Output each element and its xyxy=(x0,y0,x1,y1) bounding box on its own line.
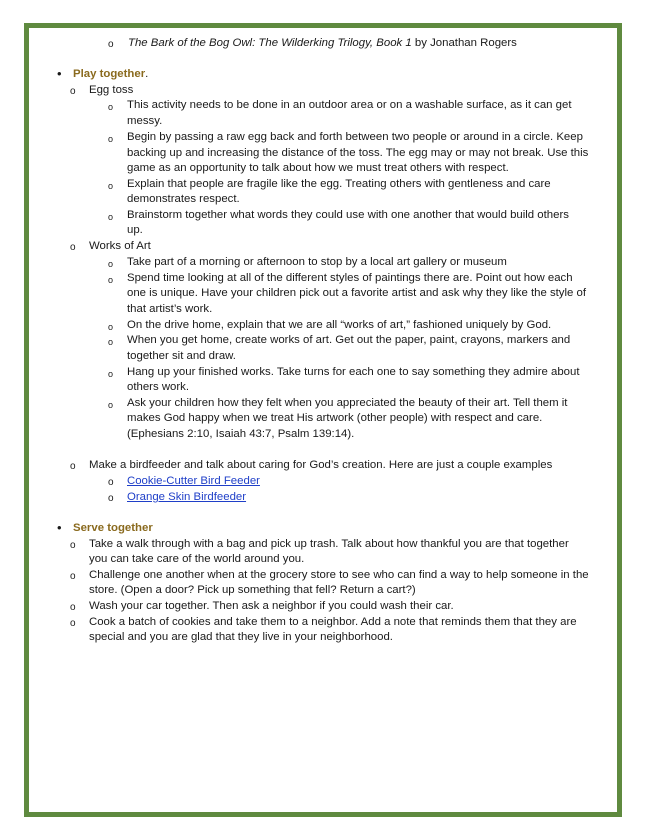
list-bullet-circle: o xyxy=(70,242,76,253)
cookie-cutter-bird-feeder-link[interactable]: Cookie-Cutter Bird Feeder xyxy=(127,475,260,487)
list-bullet-square: o xyxy=(108,259,114,269)
works-of-art-line: Ask your children how they felt when you appreciated the beauty of their art. Tell them it xyxy=(127,397,568,409)
list-bullet-circle: o xyxy=(70,461,76,472)
works-of-art-label: Works of Art xyxy=(89,240,151,252)
list-bullet-square: o xyxy=(108,275,114,285)
list-bullet-square: o xyxy=(108,102,114,112)
works-of-art-line: that artist’s work. xyxy=(127,303,213,315)
works-of-art-line: others work. xyxy=(127,381,190,393)
list-bullet-circle: o xyxy=(70,571,76,582)
list-bullet-square: o xyxy=(108,212,114,222)
egg-toss-line: Brainstorm together what words they could use with one another that would build others xyxy=(127,209,569,221)
list-bullet-circle: o xyxy=(70,86,76,97)
serve-together-heading: Serve together xyxy=(73,522,153,534)
serve-together-line: you can take care of the world around you. xyxy=(89,553,305,565)
list-bullet-circle: o xyxy=(70,618,76,629)
list-bullet-square: o xyxy=(108,181,114,191)
serve-together-line: special and you are glad that they live in your neighborhood. xyxy=(89,631,393,643)
egg-toss-line: demonstrates respect. xyxy=(127,193,240,205)
works-of-art-line: On the drive home, explain that we are all “works of art,” fashioned uniquely by God. xyxy=(127,319,552,331)
list-bullet-circle: o xyxy=(108,477,114,488)
list-bullet-square: o xyxy=(108,400,114,410)
book-list-item xyxy=(128,36,517,52)
works-of-art-line: Spend time looking at all of the different styles of paintings there are. Point out how each xyxy=(127,272,573,284)
list-bullet-square: o xyxy=(108,322,114,332)
egg-toss-label: Egg toss xyxy=(89,84,134,96)
egg-toss-line: Explain that people are fragile like the egg. Treating others with gentleness and care xyxy=(127,178,551,190)
play-together-heading: Play together. xyxy=(73,68,149,80)
list-bullet-square: o xyxy=(108,134,114,144)
list-bullet-circle: o xyxy=(70,540,76,551)
egg-toss-line: backing up and increasing the distance of the toss. The egg may or may not break. Use this xyxy=(127,147,589,159)
birdfeeder-label: Make a birdfeeder and talk about caring for God’s creation. Here are just a couple examples xyxy=(89,459,553,471)
works-of-art-line: one is unique. Have your children pick out a favorite artist and ask why they like the style of xyxy=(127,287,587,299)
list-bullet-disc: • xyxy=(57,520,62,535)
egg-toss-line: Begin by passing a raw egg back and forth between two people or around in a circle. Keep xyxy=(127,131,583,143)
works-of-art-line: Take part of a morning or afternoon to stop by a local art gallery or museum xyxy=(127,256,507,268)
egg-toss-line: up. xyxy=(127,224,143,236)
egg-toss-line: This activity needs to be done in an outdoor area or on a washable surface, as it can get xyxy=(127,99,572,111)
works-of-art-line: makes God happy when we treat His artwork (other people) with respect and care. xyxy=(127,412,543,424)
list-bullet-circle: o xyxy=(70,602,76,613)
works-of-art-line: together sit and draw. xyxy=(127,350,236,362)
works-of-art-line: When you get home, create works of art. Get out the paper, paint, crayons, markers and xyxy=(127,334,571,346)
egg-toss-line: messy. xyxy=(127,115,163,127)
list-bullet-square: o xyxy=(108,337,114,347)
book-author: by Jonathan Rogers xyxy=(411,37,517,49)
egg-toss-line: game as an opportunity to talk about how we must treat others with respect. xyxy=(127,162,509,174)
book-title: The Bark of the Bog Owl: The Wilderking Trilogy, Book 1 xyxy=(128,37,412,49)
works-of-art-line: Hang up your finished works. Take turns for each one to say something they admire about xyxy=(127,366,580,378)
list-bullet-disc: • xyxy=(57,66,62,81)
serve-together-line: Wash your car together. Then ask a neighbor if you could wash their car. xyxy=(89,600,454,612)
list-bullet-circle: o xyxy=(108,39,114,50)
list-bullet-circle: o xyxy=(108,493,114,504)
serve-together-line: Challenge one another when at the grocery store to see who can find a way to help someone in the xyxy=(89,569,589,581)
serve-together-line: store. (Open a door? Pick up something that fell? Return a cart?) xyxy=(89,584,416,596)
list-bullet-square: o xyxy=(108,369,114,379)
serve-together-line: Cook a batch of cookies and take them to a neighbor. Add a note that reminds them that they are xyxy=(89,616,577,628)
works-of-art-line: (Ephesians 2:10, Isaiah 43:7, Psalm 139:14). xyxy=(127,428,355,440)
orange-skin-birdfeeder-link[interactable]: Orange Skin Birdfeeder xyxy=(127,491,247,503)
serve-together-line: Take a walk through with a bag and pick up trash. Talk about how thankful you are that together xyxy=(89,538,569,550)
